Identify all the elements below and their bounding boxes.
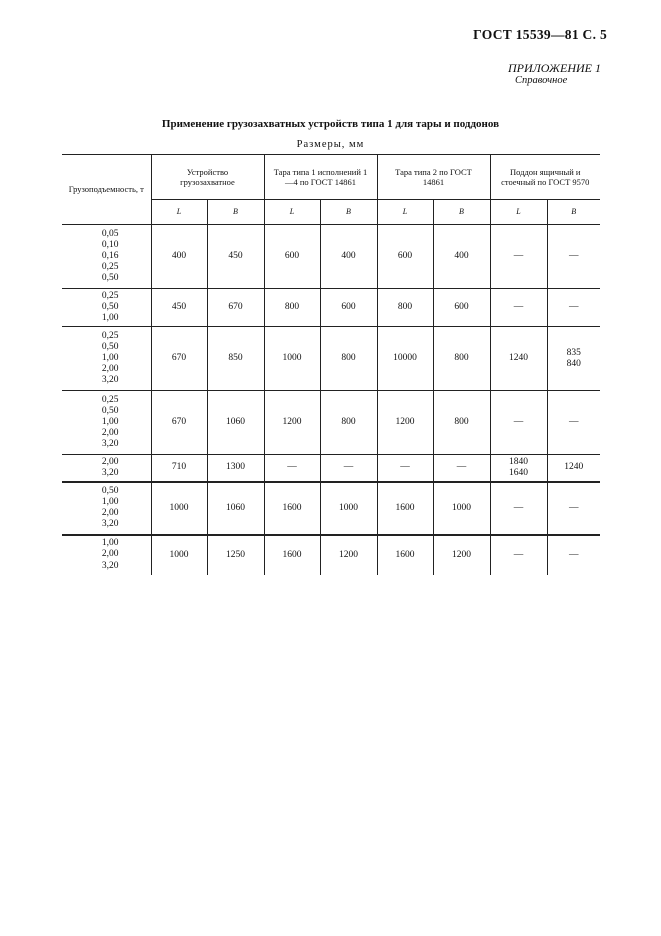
- capacity-value: 0,50: [101, 273, 119, 284]
- table-row: [62, 455, 600, 482]
- dimension-cell: —: [547, 391, 600, 455]
- capacity-cell: [62, 327, 151, 391]
- dimension-cell: —: [547, 225, 600, 289]
- units-caption: Размеры, мм: [296, 139, 365, 150]
- header-container-type1: Тара типа 1 исполнений 1—4 по ГОСТ 14861: [264, 155, 377, 200]
- dimension-cell: 670: [207, 289, 264, 327]
- dimension-cell: 710: [151, 455, 207, 482]
- subheader-b: B: [207, 200, 264, 225]
- subheader-l: L: [264, 200, 320, 225]
- dimension-cell: 800: [320, 327, 377, 391]
- dimension-cell: 1840 1640: [490, 455, 547, 482]
- subheader-l: L: [490, 200, 547, 225]
- dimension-cell: 1000: [151, 535, 207, 575]
- dimension-cell: —: [547, 289, 600, 327]
- dimension-cell: 1240: [547, 455, 600, 482]
- dimension-cell: —: [377, 455, 433, 482]
- capacity-value: 0,25: [101, 262, 119, 273]
- dimension-cell: 1000: [320, 482, 377, 535]
- dimension-cell: 1240: [490, 327, 547, 391]
- capacity-cell: [62, 482, 151, 535]
- dimension-cell: —: [490, 535, 547, 575]
- subheader-l: L: [151, 200, 207, 225]
- capacity-value: 0,10: [101, 239, 119, 250]
- dimension-cell: 800: [320, 391, 377, 455]
- reference-label: Справочное: [515, 75, 568, 86]
- dimension-cell: 800: [377, 289, 433, 327]
- dimension-cell: —: [433, 455, 490, 482]
- dimension-cell: —: [264, 455, 320, 482]
- header-pallet: Поддон ящичный и стоечный по ГОСТ 9570: [490, 155, 600, 200]
- table-row: [62, 391, 600, 455]
- dimension-cell: 1300: [207, 455, 264, 482]
- dimensions-table: [62, 154, 600, 575]
- dimension-cell: —: [490, 289, 547, 327]
- table-title: Применение грузозахватных устройств типа 1 для тары и поддонов: [161, 118, 500, 130]
- header-capacity: Грузоподъемность, т: [62, 155, 151, 225]
- capacity-value: 0,05: [101, 228, 119, 239]
- capacity-value: 1,00: [101, 416, 119, 427]
- subheader-b: B: [547, 200, 600, 225]
- dimension-cell: 1600: [377, 482, 433, 535]
- table-row: [62, 482, 600, 535]
- table-row: [62, 327, 600, 391]
- dimension-cell: 1200: [264, 391, 320, 455]
- dimension-cell: 800: [264, 289, 320, 327]
- dimension-cell: 10000: [377, 327, 433, 391]
- capacity-value: 3,20: [101, 519, 119, 530]
- subheader-l: L: [377, 200, 433, 225]
- dimension-cell: —: [547, 535, 600, 575]
- dimension-cell: 400: [151, 225, 207, 289]
- capacity-value: 0,50: [101, 405, 119, 416]
- dimension-cell: 600: [433, 289, 490, 327]
- subheader-b: B: [433, 200, 490, 225]
- capacity-cell: [62, 535, 151, 575]
- dimension-cell: 600: [377, 225, 433, 289]
- capacity-cell: [62, 289, 151, 327]
- capacity-value: 0,25: [101, 394, 119, 405]
- capacity-cell: [62, 225, 151, 289]
- capacity-value: 2,00: [101, 549, 119, 560]
- capacity-value: 3,20: [101, 560, 119, 571]
- dimension-cell: 670: [151, 391, 207, 455]
- dimension-cell: 800: [433, 327, 490, 391]
- dimension-cell: —: [547, 482, 600, 535]
- subheader-b: B: [320, 200, 377, 225]
- capacity-value: 3,20: [101, 375, 119, 386]
- dimension-cell: 1600: [264, 482, 320, 535]
- capacity-value: 3,20: [101, 439, 119, 450]
- dimension-cell: —: [490, 391, 547, 455]
- capacity-value: 0,50: [101, 485, 119, 496]
- dimension-cell: 670: [151, 327, 207, 391]
- dimension-cell: 1200: [377, 391, 433, 455]
- capacity-value: 2,00: [101, 428, 119, 439]
- capacity-value: 0,16: [101, 250, 119, 261]
- capacity-value: 1,00: [101, 496, 119, 507]
- dimension-cell: 600: [264, 225, 320, 289]
- dimension-cell: —: [320, 455, 377, 482]
- capacity-value: 0,50: [101, 301, 119, 312]
- capacity-value: 2,00: [101, 508, 119, 518]
- capacity-value: 2,00: [101, 364, 119, 375]
- capacity-cell: [62, 391, 151, 455]
- table-row: [62, 535, 600, 575]
- dimension-cell: 1060: [207, 482, 264, 535]
- dimension-cell: 400: [320, 225, 377, 289]
- dimension-cell: 800: [433, 391, 490, 455]
- dimension-cell: 1600: [264, 535, 320, 575]
- capacity-value: 3,20: [101, 467, 119, 478]
- capacity-value: 0,50: [101, 341, 119, 352]
- dimension-cell: 450: [151, 289, 207, 327]
- page-header: ГОСТ 15539—81 С. 5: [473, 27, 607, 42]
- dimension-cell: 1000: [151, 482, 207, 535]
- capacity-value: 0,25: [101, 290, 119, 301]
- dimension-cell: 1000: [264, 327, 320, 391]
- capacity-cell: [62, 455, 151, 482]
- header-container-type2: Тара типа 2 по ГОСТ 14861: [377, 155, 490, 200]
- capacity-value: 1,00: [101, 352, 119, 363]
- dimension-cell: 1600: [377, 535, 433, 575]
- capacity-value: 0,25: [101, 330, 119, 341]
- dimension-cell: 1250: [207, 535, 264, 575]
- capacity-value: 1,00: [101, 313, 119, 324]
- capacity-value: 2,00: [101, 456, 119, 467]
- dimension-cell: 1060: [207, 391, 264, 455]
- dimension-cell: —: [490, 482, 547, 535]
- dimension-cell: 1000: [433, 482, 490, 535]
- appendix-label: ПРИЛОЖЕНИЕ 1: [508, 61, 601, 75]
- capacity-value: 1,00: [101, 538, 119, 549]
- dimension-cell: 600: [320, 289, 377, 327]
- header-device: Устройство грузозахватное: [151, 155, 264, 200]
- dimension-cell: 1200: [320, 535, 377, 575]
- table-row: [62, 289, 600, 327]
- dimension-cell: 400: [433, 225, 490, 289]
- dimension-cell: 450: [207, 225, 264, 289]
- dimension-cell: 1200: [433, 535, 490, 575]
- dimension-cell: —: [490, 225, 547, 289]
- dimension-cell: 835 840: [547, 327, 600, 391]
- table-row: [62, 225, 600, 289]
- dimension-cell: 850: [207, 327, 264, 391]
